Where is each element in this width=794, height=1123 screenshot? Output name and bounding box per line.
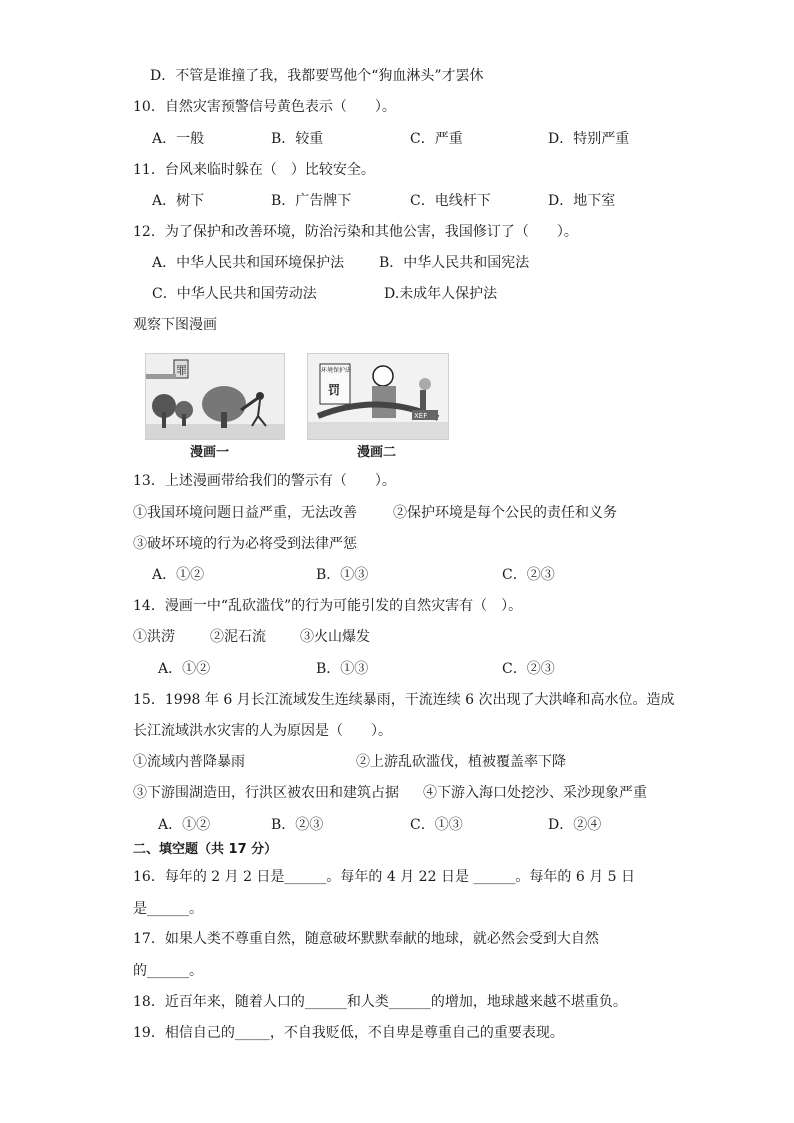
comic-two-caption: 漫画二 <box>357 445 397 460</box>
q13-item-1: ①我国环境问题日益严重，无法改善 <box>133 505 357 521</box>
q13-option-c: C．②③ <box>502 567 555 583</box>
comic-two-factory-label: XEF <box>414 412 428 420</box>
q13-item-3: ③破坏环境的行为必将受到法律严惩 <box>133 536 357 552</box>
q15-option-d: D．②④ <box>548 817 602 833</box>
q18-line1: 18．近百年来，随着人口的______和人类______的增加，地球越来越不堪重负。 <box>133 994 627 1010</box>
q14-item-3: ③火山爆发 <box>300 629 370 645</box>
q15-item-2: ②上游乱砍滥伐，植被覆盖率下降 <box>356 754 566 770</box>
q10-option-a: A．一般 <box>152 131 205 147</box>
q12-stem: 12．为了保护和改善环境，防治污染和其他公害，我国修订了（ ）。 <box>133 224 578 240</box>
q11-option-a: A．树下 <box>152 193 205 209</box>
q15-option-c: C．①③ <box>410 817 463 833</box>
q19-line1: 19．相信自己的_____，不自我贬低，不自卑是尊重自己的重要表现。 <box>133 1025 564 1041</box>
q15-option-a: A．①② <box>158 817 211 833</box>
q14-stem: 14．漫画一中“乱砍滥伐”的行为可能引发的自然灾害有（ ）。 <box>133 598 523 614</box>
q14-option-c: C．②③ <box>502 661 555 677</box>
q14-item-2: ②泥石流 <box>210 629 266 645</box>
q10-option-b: B．较重 <box>271 131 324 147</box>
comic-two-scroll-text: 环境保护法 <box>321 367 352 374</box>
comic-one-image <box>145 353 285 440</box>
q13-option-b: B．①③ <box>316 567 369 583</box>
q14-item-1: ①洪涝 <box>133 629 175 645</box>
comic-one-sign: 罪 <box>176 364 187 377</box>
q11-option-d: D．地下室 <box>548 193 616 209</box>
comic-one-drawing <box>146 354 284 439</box>
q10-option-c: C．严重 <box>410 131 463 147</box>
q11-option-b: B．广告牌下 <box>271 193 352 209</box>
q17-line2: 的______。 <box>133 963 203 979</box>
q9-option-d: D．不管是谁撞了我，我都要骂他个“狗血淋头”才罢休 <box>150 68 484 84</box>
comic-two-drawing <box>308 354 448 439</box>
q16-line2: 是______。 <box>133 901 203 917</box>
q15-option-b: B．②③ <box>271 817 324 833</box>
q15-item-3: ③下游围湖造田，行洪区被农田和建筑占据 <box>133 785 399 801</box>
section-fill-in-title: 二、填空题（共 17 分） <box>133 842 278 857</box>
q10-option-d: D．特别严重 <box>548 131 630 147</box>
q16-line1: 16．每年的 2 月 2 日是______。每年的 4 月 22 日是 ______。每年的 6 月 5 日 <box>133 869 636 885</box>
q10-stem: 10．自然灾害预警信号黄色表示（ ）。 <box>133 99 396 115</box>
comic-one-caption: 漫画一 <box>190 445 230 460</box>
q15-stem-line1: 15．1998 年 6 月长江流域发生连续暴雨，干流连续 6 次出现了大洪峰和高水位。造成 <box>133 692 675 708</box>
q15-stem-line2: 长江流域洪水灾害的人为原因是（ ）。 <box>133 723 392 739</box>
comic-intro: 观察下图漫画 <box>133 317 217 333</box>
comic-two-image <box>307 353 449 440</box>
q11-option-c: C．电线杆下 <box>410 193 491 209</box>
q11-stem: 11．台风来临时躲在（ ）比较安全。 <box>133 162 375 178</box>
q13-item-2: ②保护环境是每个公民的责任和义务 <box>393 505 617 521</box>
q14-option-a: A．①② <box>158 661 211 677</box>
q13-stem: 13．上述漫画带给我们的警示有（ ）。 <box>133 473 396 489</box>
q15-item-1: ①流域内普降暴雨 <box>133 754 245 770</box>
q13-option-a: A．①② <box>152 567 205 583</box>
q12-option-a: A．中华人民共和国环境保护法 <box>152 255 345 271</box>
q14-option-b: B．①③ <box>316 661 369 677</box>
q12-option-b: B．中华人民共和国宪法 <box>379 255 530 271</box>
comic-two-sign: 罚 <box>328 383 341 397</box>
q12-option-d: D.未成年人保护法 <box>384 286 498 302</box>
q15-item-4: ④下游入海口处挖沙、采沙现象严重 <box>423 785 647 801</box>
q17-line1: 17．如果人类不尊重自然，随意破坏默默奉献的地球，就必然会受到大自然 <box>133 931 599 947</box>
q12-option-c: C．中华人民共和国劳动法 <box>152 286 317 302</box>
